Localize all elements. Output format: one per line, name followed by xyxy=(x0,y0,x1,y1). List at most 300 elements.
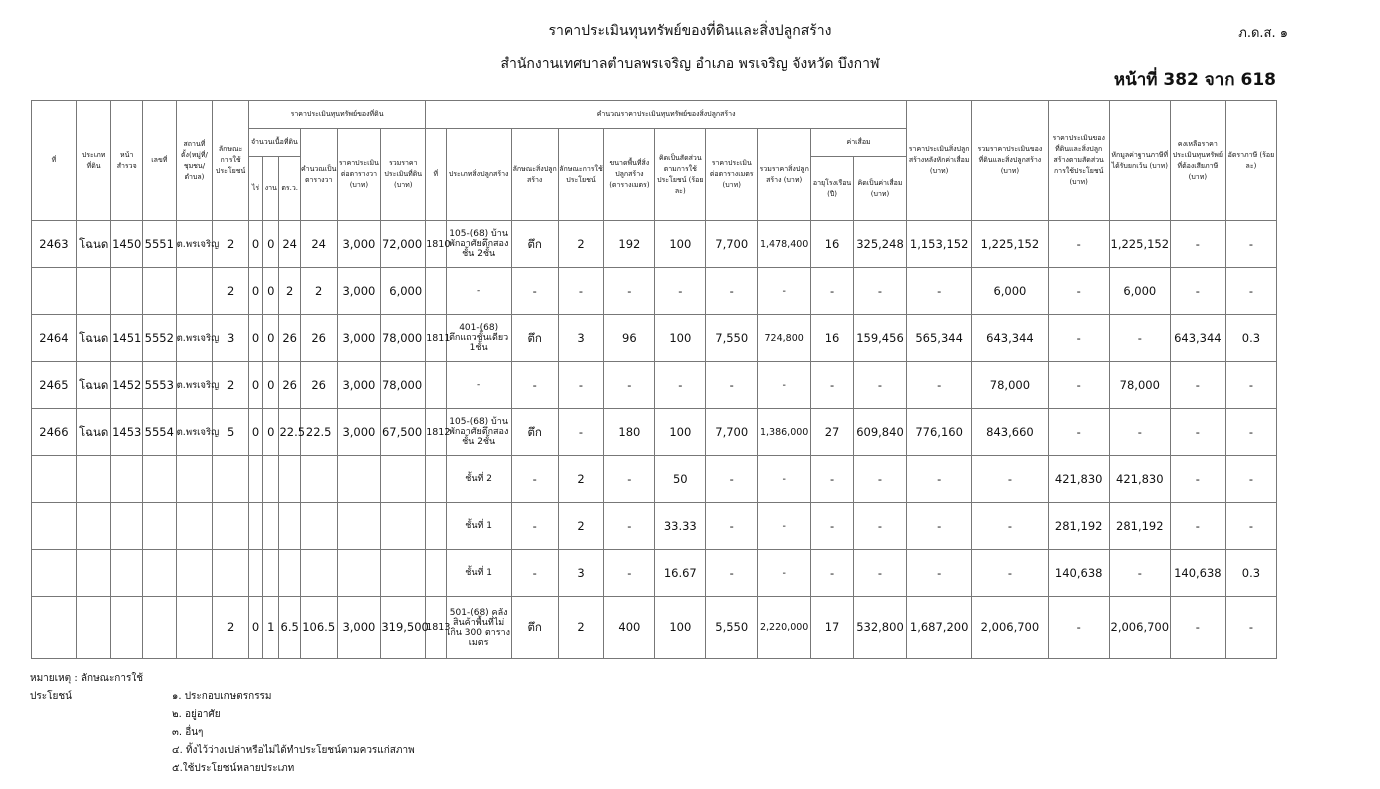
cell-no: 2466 xyxy=(32,409,77,456)
cell-dep: - xyxy=(853,456,906,503)
cell-btotal: - xyxy=(758,268,811,315)
cell-bkind: - xyxy=(511,362,558,409)
cell-use xyxy=(213,456,249,503)
cell-ppw: 3,000 xyxy=(337,362,381,409)
cell-type xyxy=(76,597,111,659)
note-item: ๔. ทิ้งไว้ว่างเปล่าหรือไม่ได้ทำประโยชน์ตามควรแก่สภาพ xyxy=(172,745,415,756)
cell-after: - xyxy=(907,550,972,597)
cell-ngan: 0 xyxy=(263,315,279,362)
cell-remain: - xyxy=(1170,456,1225,503)
cell-rai: 0 xyxy=(248,268,262,315)
cell-ngan xyxy=(263,503,279,550)
cell-deduct: 421,830 xyxy=(1109,456,1170,503)
cell-btype: ชั้นที่ 2 xyxy=(446,456,511,503)
cell-land xyxy=(381,550,426,597)
cell-bno: 1810 xyxy=(426,221,446,268)
col-land-total: รวมราคาประเมินที่ดิน (บาท) xyxy=(381,129,426,221)
cell-buse: 2 xyxy=(558,503,604,550)
cell-buse: 2 xyxy=(558,456,604,503)
cell-after: - xyxy=(907,268,972,315)
cell-ngan xyxy=(263,550,279,597)
cell-rate: - xyxy=(1225,503,1276,550)
cell-dep: - xyxy=(853,362,906,409)
cell-size: 96 xyxy=(604,315,655,362)
cell-use: 5 xyxy=(213,409,249,456)
cell-wa: 26 xyxy=(279,362,300,409)
cell-page xyxy=(111,503,143,550)
cell-rate: - xyxy=(1225,268,1276,315)
cell-loc xyxy=(176,597,213,659)
cell-ppw xyxy=(337,456,381,503)
cell-size: - xyxy=(604,362,655,409)
cell-remain: - xyxy=(1170,268,1225,315)
cell-deduct: - xyxy=(1109,315,1170,362)
cell-remain: - xyxy=(1170,503,1225,550)
cell-ratio: 100 xyxy=(655,221,706,268)
cell-deduct: 78,000 xyxy=(1109,362,1170,409)
cell-rate: 0.3 xyxy=(1225,550,1276,597)
table-row xyxy=(32,597,1277,659)
cell-num: 5553 xyxy=(143,362,177,409)
cell-bkind: - xyxy=(511,268,558,315)
cell-remain: - xyxy=(1170,362,1225,409)
form-code: ภ.ด.ส. ๑ xyxy=(1238,26,1288,41)
col-b-ratio: คิดเป็นสัดส่วนตามการใช้ประโยชน์ (ร้อยละ) xyxy=(655,129,706,221)
cell-deduct: 281,192 xyxy=(1109,503,1170,550)
cell-ratio: 100 xyxy=(655,409,706,456)
cell-wa xyxy=(279,456,300,503)
cell-after: 1,153,152 xyxy=(907,221,972,268)
cell-prop: - xyxy=(1048,597,1109,659)
cell-use: 3 xyxy=(213,315,249,362)
cell-buse: - xyxy=(558,409,604,456)
cell-psqm: - xyxy=(706,550,758,597)
cell-no: 2463 xyxy=(32,221,77,268)
cell-psqm: - xyxy=(706,503,758,550)
cell-deduct: 6,000 xyxy=(1109,268,1170,315)
cell-grand: 78,000 xyxy=(972,362,1048,409)
cell-use: 2 xyxy=(213,597,249,659)
cell-rai: 0 xyxy=(248,597,262,659)
cell-num: 5551 xyxy=(143,221,177,268)
col-no: ที่ xyxy=(32,101,77,221)
cell-land xyxy=(381,456,426,503)
col-wa: ตร.ว. xyxy=(279,157,300,221)
cell-rai xyxy=(248,503,262,550)
cell-after: 565,344 xyxy=(907,315,972,362)
cell-rai: 0 xyxy=(248,221,262,268)
cell-page: 1452 xyxy=(111,362,143,409)
cell-type xyxy=(76,456,111,503)
cell-sqwa: 24 xyxy=(300,221,337,268)
cell-btype: 401-(68) ตึกแถวชั้นเดียว 1ชั้น xyxy=(446,315,511,362)
notes xyxy=(30,670,415,778)
cell-loc xyxy=(176,268,213,315)
cell-ratio: 50 xyxy=(655,456,706,503)
cell-after: 776,160 xyxy=(907,409,972,456)
table-row xyxy=(32,456,1277,503)
cell-use: 2 xyxy=(213,362,249,409)
cell-prop: 421,830 xyxy=(1048,456,1109,503)
cell-loc: ต.พรเจริญ xyxy=(176,221,213,268)
cell-size: - xyxy=(604,268,655,315)
table-row xyxy=(32,362,1277,409)
cell-ratio: - xyxy=(655,362,706,409)
cell-rai: 0 xyxy=(248,315,262,362)
cell-page: 1451 xyxy=(111,315,143,362)
group-building-header: คำนวณราคาประเมินทุนทรัพย์ของสิ่งปลูกสร้าง xyxy=(426,101,907,129)
cell-bno xyxy=(426,503,446,550)
cell-dep: - xyxy=(853,550,906,597)
cell-page xyxy=(111,456,143,503)
cell-num xyxy=(143,268,177,315)
cell-bno: 1813 xyxy=(426,597,446,659)
cell-num xyxy=(143,456,177,503)
cell-use: 2 xyxy=(213,221,249,268)
cell-age: 17 xyxy=(811,597,854,659)
cell-use xyxy=(213,550,249,597)
cell-bkind: ตึก xyxy=(511,315,558,362)
cell-land xyxy=(381,503,426,550)
cell-bkind: - xyxy=(511,550,558,597)
cell-rate: 0.3 xyxy=(1225,315,1276,362)
col-age: อายุโรงเรือน (ปี) xyxy=(811,157,854,221)
cell-ppw: 3,000 xyxy=(337,409,381,456)
cell-bkind: - xyxy=(511,503,558,550)
cell-bkind: ตึก xyxy=(511,409,558,456)
cell-sqwa: 26 xyxy=(300,315,337,362)
cell-rai: 0 xyxy=(248,362,262,409)
cell-rate: - xyxy=(1225,456,1276,503)
cell-bno xyxy=(426,362,446,409)
cell-ppw xyxy=(337,550,381,597)
cell-wa: 26 xyxy=(279,315,300,362)
cell-deduct: - xyxy=(1109,550,1170,597)
cell-no: 2465 xyxy=(32,362,77,409)
cell-dep: 159,456 xyxy=(853,315,906,362)
cell-psqm: - xyxy=(706,456,758,503)
note-item: ๓. อื่นๆ xyxy=(172,727,204,738)
cell-psqm: - xyxy=(706,268,758,315)
cell-land: 72,000 xyxy=(381,221,426,268)
cell-num xyxy=(143,503,177,550)
cell-loc: ต.พรเจริญ xyxy=(176,315,213,362)
page-subtitle: สำนักงานเทศบาลตำบลพรเจริญ อำเภอ พรเจริญ จังหวัด บึงกาฬ xyxy=(500,56,880,72)
assessment-table xyxy=(31,100,1277,659)
cell-btype: - xyxy=(446,362,511,409)
cell-btype: 105-(68) บ้านพักอาศัยตึกสองชั้น 2ชั้น xyxy=(446,221,511,268)
cell-rai xyxy=(248,550,262,597)
cell-after: - xyxy=(907,456,972,503)
cell-buse: 3 xyxy=(558,550,604,597)
cell-ngan: 0 xyxy=(263,409,279,456)
note-item: ๕.ใช้ประโยชน์หลายประเภท xyxy=(172,763,295,774)
cell-num xyxy=(143,597,177,659)
cell-psqm: 7,550 xyxy=(706,315,758,362)
cell-bno: 1811 xyxy=(426,315,446,362)
cell-bno xyxy=(426,268,446,315)
group-depreciation-header: ค่าเสื่อม xyxy=(811,129,907,157)
cell-no xyxy=(32,550,77,597)
cell-rate: - xyxy=(1225,362,1276,409)
cell-ratio: 100 xyxy=(655,597,706,659)
cell-dep: 325,248 xyxy=(853,221,906,268)
group-land-header: ราคาประเมินทุนทรัพย์ของที่ดิน xyxy=(248,101,425,129)
col-b-total: รวมราคาสิ่งปลูกสร้าง (บาท) xyxy=(758,129,811,221)
cell-psqm: 7,700 xyxy=(706,409,758,456)
cell-after: - xyxy=(907,503,972,550)
col-rai: ไร่ xyxy=(248,157,262,221)
table-body xyxy=(32,221,1277,659)
col-b-no: ที่ xyxy=(426,129,446,221)
cell-type: โฉนด xyxy=(76,221,111,268)
cell-ppw: 3,000 xyxy=(337,315,381,362)
cell-wa: 2 xyxy=(279,268,300,315)
cell-deduct: - xyxy=(1109,409,1170,456)
cell-type: โฉนด xyxy=(76,409,111,456)
cell-prop: - xyxy=(1048,315,1109,362)
col-dep-amount: คิดเป็นค่าเสื่อม (บาท) xyxy=(853,157,906,221)
cell-grand: - xyxy=(972,503,1048,550)
cell-btype: 501-(68) คลังสินค้าพื้นที่ไม่เกิน 300 ตารางเมตร xyxy=(446,597,511,659)
cell-remain: - xyxy=(1170,409,1225,456)
cell-no xyxy=(32,503,77,550)
cell-ppw: 3,000 xyxy=(337,221,381,268)
cell-age: 16 xyxy=(811,315,854,362)
cell-prop: - xyxy=(1048,409,1109,456)
cell-bkind: ตึก xyxy=(511,221,558,268)
col-ngan: งาน xyxy=(263,157,279,221)
cell-rai: 0 xyxy=(248,409,262,456)
cell-land: 67,500 xyxy=(381,409,426,456)
cell-btotal: - xyxy=(758,456,811,503)
cell-land: 319,500 xyxy=(381,597,426,659)
cell-type: โฉนด xyxy=(76,315,111,362)
cell-grand: - xyxy=(972,550,1048,597)
cell-psqm: 5,550 xyxy=(706,597,758,659)
cell-sqwa: 2 xyxy=(300,268,337,315)
cell-sqwa: 22.5 xyxy=(300,409,337,456)
cell-age: - xyxy=(811,268,854,315)
cell-num: 5554 xyxy=(143,409,177,456)
notes-label: หมายเหตุ : ลักษณะการใช้ประโยชน์ xyxy=(30,673,144,702)
cell-age: - xyxy=(811,456,854,503)
col-after-dep: ราคาประเมินสิ่งปลูกสร้างหลังหักค่าเสื่อม (บาท) xyxy=(907,101,972,221)
page-info: หน้าที่ 382 จาก 618 xyxy=(1113,70,1276,90)
cell-age: - xyxy=(811,362,854,409)
cell-type: โฉนด xyxy=(76,362,111,409)
cell-prop: - xyxy=(1048,362,1109,409)
cell-deduct: 2,006,700 xyxy=(1109,597,1170,659)
col-tax-rate: อัตราภาษี (ร้อยละ) xyxy=(1225,101,1276,221)
cell-loc: ต.พรเจริญ xyxy=(176,409,213,456)
col-b-type: ประเภทสิ่งปลูกสร้าง xyxy=(446,129,511,221)
col-b-kind: ลักษณะสิ่งปลูกสร้าง xyxy=(511,129,558,221)
cell-deduct: 1,225,152 xyxy=(1109,221,1170,268)
cell-psqm: - xyxy=(706,362,758,409)
cell-ratio: 100 xyxy=(655,315,706,362)
cell-bno xyxy=(426,456,446,503)
cell-rate: - xyxy=(1225,597,1276,659)
cell-btotal: 2,220,000 xyxy=(758,597,811,659)
cell-after: 1,687,200 xyxy=(907,597,972,659)
col-survey-page: หน้าสำรวจ xyxy=(111,101,143,221)
cell-grand: 2,006,700 xyxy=(972,597,1048,659)
col-deduct: หักมูลค่าฐานภาษีที่ได้รับยกเว้น (บาท) xyxy=(1109,101,1170,221)
cell-remain: 140,638 xyxy=(1170,550,1225,597)
cell-land: 78,000 xyxy=(381,362,426,409)
cell-loc xyxy=(176,503,213,550)
cell-remain: 643,344 xyxy=(1170,315,1225,362)
cell-land: 78,000 xyxy=(381,315,426,362)
cell-age: 16 xyxy=(811,221,854,268)
cell-grand: 643,344 xyxy=(972,315,1048,362)
cell-num xyxy=(143,550,177,597)
cell-grand: 1,225,152 xyxy=(972,221,1048,268)
col-number: เลขที่ xyxy=(143,101,177,221)
cell-type xyxy=(76,268,111,315)
cell-sqwa xyxy=(300,456,337,503)
cell-btotal: - xyxy=(758,503,811,550)
cell-page xyxy=(111,268,143,315)
cell-rai xyxy=(248,456,262,503)
cell-ngan xyxy=(263,456,279,503)
note-item: ๑. ประกอบเกษตรกรรม xyxy=(172,691,272,702)
cell-size: 180 xyxy=(604,409,655,456)
cell-use xyxy=(213,503,249,550)
col-usage: ลักษณะการใช้ประโยชน์ xyxy=(213,101,249,221)
col-land-type: ประเภทที่ดิน xyxy=(76,101,111,221)
page-title: ราคาประเมินทุนทรัพย์ของที่ดินและสิ่งปลูกสร้าง xyxy=(548,23,832,39)
cell-size: - xyxy=(604,503,655,550)
cell-bno: 1812 xyxy=(426,409,446,456)
cell-buse: - xyxy=(558,362,604,409)
cell-no xyxy=(32,597,77,659)
cell-size: 400 xyxy=(604,597,655,659)
cell-wa: 22.5 xyxy=(279,409,300,456)
cell-age: - xyxy=(811,503,854,550)
cell-prop: - xyxy=(1048,268,1109,315)
table-row xyxy=(32,409,1277,456)
cell-bno xyxy=(426,550,446,597)
table-row xyxy=(32,221,1277,268)
col-b-usage: ลักษณะการใช้ประโยชน์ xyxy=(558,129,604,221)
table-row xyxy=(32,550,1277,597)
cell-remain: - xyxy=(1170,597,1225,659)
cell-buse: 2 xyxy=(558,597,604,659)
cell-page xyxy=(111,597,143,659)
group-area-header: จำนวนเนื้อที่ดิน xyxy=(248,129,300,157)
cell-wa xyxy=(279,550,300,597)
cell-wa: 24 xyxy=(279,221,300,268)
cell-age: - xyxy=(811,550,854,597)
cell-dep: - xyxy=(853,268,906,315)
cell-btype: 105-(68) บ้านพักอาศัยตึกสองชั้น 2ชั้น xyxy=(446,409,511,456)
table-row xyxy=(32,503,1277,550)
cell-page: 1450 xyxy=(111,221,143,268)
cell-size: 192 xyxy=(604,221,655,268)
cell-loc xyxy=(176,456,213,503)
cell-use: 2 xyxy=(213,268,249,315)
cell-num: 5552 xyxy=(143,315,177,362)
cell-grand: 6,000 xyxy=(972,268,1048,315)
cell-sqwa: 26 xyxy=(300,362,337,409)
cell-buse: - xyxy=(558,268,604,315)
cell-ppw: 3,000 xyxy=(337,268,381,315)
cell-page xyxy=(111,550,143,597)
cell-page: 1453 xyxy=(111,409,143,456)
cell-btotal: - xyxy=(758,550,811,597)
cell-no xyxy=(32,456,77,503)
cell-prop: - xyxy=(1048,221,1109,268)
col-location: สถานที่ตั้ง(หมู่ที่/ชุมชน/ตำบล) xyxy=(176,101,213,221)
col-prop-value: ราคาประเมินของที่ดินและสิ่งปลูกสร้างตามสัดส่วนการใช้ประโยชน์ (บาท) xyxy=(1048,101,1109,221)
cell-age: 27 xyxy=(811,409,854,456)
cell-loc xyxy=(176,550,213,597)
cell-btype: ชั้นที่ 1 xyxy=(446,503,511,550)
cell-btype: - xyxy=(446,268,511,315)
col-b-size: ขนาดพื้นที่สิ่งปลูกสร้าง (ตารางเมตร) xyxy=(604,129,655,221)
cell-sqwa xyxy=(300,503,337,550)
cell-buse: 3 xyxy=(558,315,604,362)
col-b-price-sqm: ราคาประเมินต่อตารางเมตร (บาท) xyxy=(706,129,758,221)
col-price-per-wa: ราคาประเมินต่อตารางวา (บาท) xyxy=(337,129,381,221)
cell-btotal: - xyxy=(758,362,811,409)
cell-ratio: 16.67 xyxy=(655,550,706,597)
cell-prop: 140,638 xyxy=(1048,550,1109,597)
cell-psqm: 7,700 xyxy=(706,221,758,268)
col-grand-total: รวมราคาประเมินของที่ดินและสิ่งปลูกสร้าง (บาท) xyxy=(972,101,1048,221)
cell-sqwa: 106.5 xyxy=(300,597,337,659)
col-sqwa: คำนวณเป็นตารางวา xyxy=(300,129,337,221)
cell-rate: - xyxy=(1225,409,1276,456)
cell-sqwa xyxy=(300,550,337,597)
cell-grand: 843,660 xyxy=(972,409,1048,456)
cell-type xyxy=(76,503,111,550)
cell-ratio: - xyxy=(655,268,706,315)
cell-ratio: 33.33 xyxy=(655,503,706,550)
cell-ngan: 0 xyxy=(263,221,279,268)
cell-btotal: 1,478,400 xyxy=(758,221,811,268)
cell-dep: - xyxy=(853,503,906,550)
cell-remain: - xyxy=(1170,221,1225,268)
table-row xyxy=(32,315,1277,362)
cell-btype: ชั้นที่ 1 xyxy=(446,550,511,597)
cell-ngan: 0 xyxy=(263,362,279,409)
cell-land: 6,000 xyxy=(381,268,426,315)
cell-rate: - xyxy=(1225,221,1276,268)
cell-type xyxy=(76,550,111,597)
cell-wa: 6.5 xyxy=(279,597,300,659)
table-row xyxy=(32,268,1277,315)
cell-btotal: 1,386,000 xyxy=(758,409,811,456)
cell-grand: - xyxy=(972,456,1048,503)
cell-after: - xyxy=(907,362,972,409)
col-remaining: คงเหลือราคาประเมินทุนทรัพย์ที่ต้องเสียภาษี (บาท) xyxy=(1170,101,1225,221)
cell-size: - xyxy=(604,550,655,597)
cell-no xyxy=(32,268,77,315)
cell-ppw xyxy=(337,503,381,550)
cell-wa xyxy=(279,503,300,550)
cell-buse: 2 xyxy=(558,221,604,268)
cell-loc: ต.พรเจริญ xyxy=(176,362,213,409)
note-item: ๒. อยู่อาศัย xyxy=(172,709,221,720)
cell-ppw: 3,000 xyxy=(337,597,381,659)
cell-no: 2464 xyxy=(32,315,77,362)
cell-ngan: 0 xyxy=(263,268,279,315)
cell-dep: 609,840 xyxy=(853,409,906,456)
cell-dep: 532,800 xyxy=(853,597,906,659)
